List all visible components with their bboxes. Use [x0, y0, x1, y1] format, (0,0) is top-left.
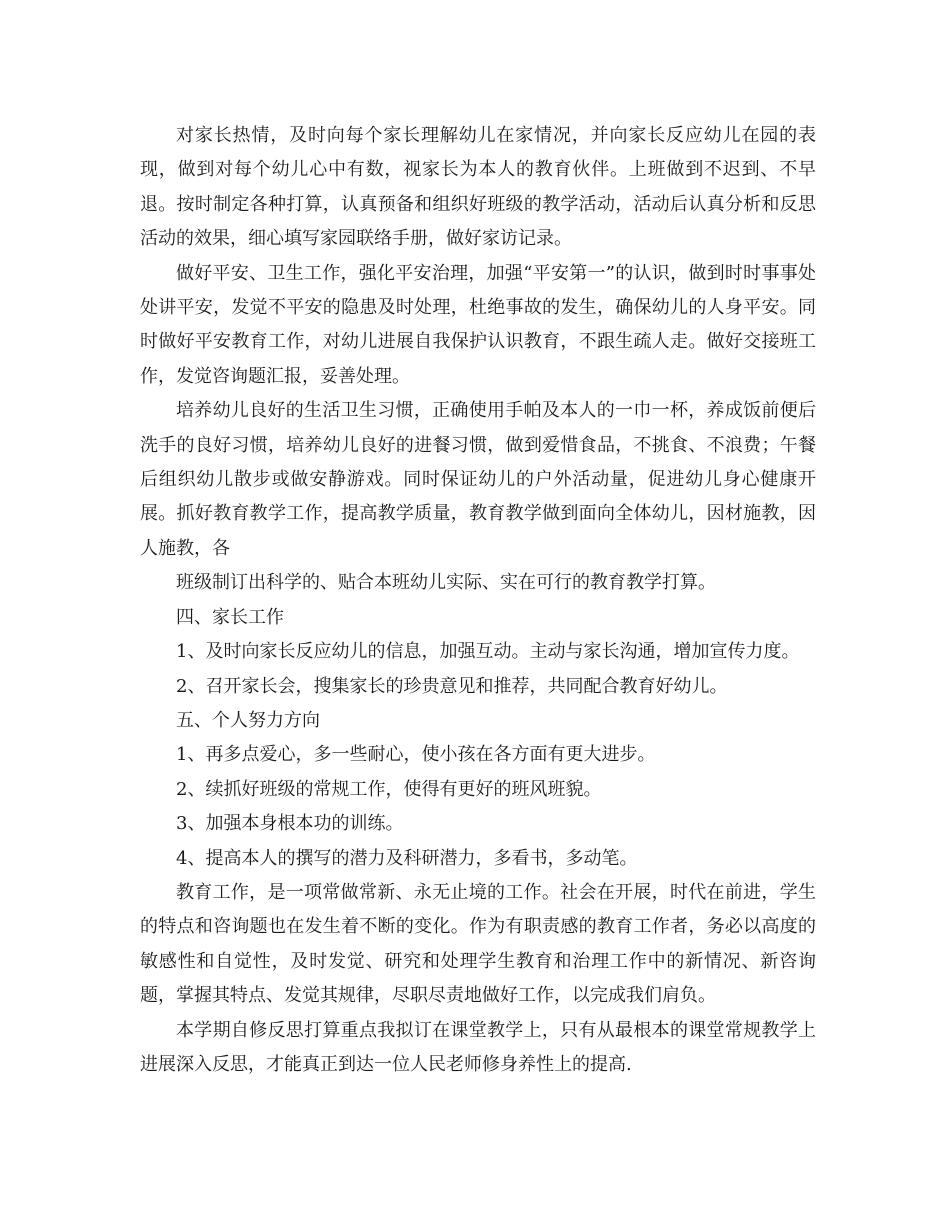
document-body: [140, 119, 816, 1082]
paragraph-reflection-plan: 本学期自修反思打算重点我拟订在课堂教学上，只有从最根本的课堂常规教学上进展深入反思，才能真正到达一位人民老师修身养性上的提高.: [140, 1019, 816, 1075]
paragraph-parent-communication: 对家长热情，及时向每个家长理解幼儿在家情况，并向家长反应幼儿在园的表现，做到对每个幼儿心中有数，视家长为本人的教育伙伴。上班做到不迟到、不早退。按时制定各种打算，认真预备和组织好班级的教学活动，活动后认真分析和反思活动的效果，细心填写家园联络手册，做好家访记录。: [140, 125, 816, 250]
list-item-personal-1: 1、再多点爱心，多一些耐心，使小孩在各方面有更大进步。: [176, 744, 656, 766]
list-item-personal-2: 2、续抓好班级的常规工作，使得有更好的班风班貌。: [176, 778, 602, 800]
paragraph-education-work: 教育工作，是一项常做常新、永无止境的工作。社会在开展，时代在前进，学生的特点和咨询题也在发生着不断的变化。作为有职责感的教育工作者，务必以高度的敏感性和自觉性，及时发觉、研究和处理学生教育和治理工作中的新情况、新咨询题，掌握其特点、发觉其规律，尽职尽责地做好工作，以完成我们肩负。: [140, 881, 816, 1007]
paragraph-safety-work: 做好平安、卫生工作，强化平安治理，加强“平安第一”的认识，做到时时事事处处讲平安，发觉不平安的隐患及时处理，杜绝事故的发生，确保幼儿的人身平安。同时做好平安教育工作，对幼儿进展自我保护认识教育，不跟生疏人走。做好交接班工作，发觉咨询题汇报，妥善处理。: [140, 262, 816, 387]
paragraph-hygiene-habits: 培养幼儿良好的生活卫生习惯，正确使用手帕及本人的一巾一杯，养成饭前便后洗手的良好习惯，培养幼儿良好的进餐习惯，做到爱惜食品，不挑食、不浪费；午餐后组织幼儿散步或做安静游戏。同时保证幼儿的户外活动量，促进幼儿身心健康开展。抓好教育教学工作，提高教学质量，教育教学做到面向全体幼儿，因材施教，因人施教，各: [140, 400, 816, 559]
list-item-parent-1: 1、及时向家长反应幼儿的信息，加强互动。主动与家长沟通，增加宣传力度。: [176, 641, 800, 663]
list-item-personal-4: 4、提高本人的撰写的潜力及科研潜力，多看书，多动笔。: [176, 847, 638, 869]
section-heading-parent-work: 四、家长工作: [176, 606, 284, 628]
paragraph-class-plan: 班级制订出科学的、贴合本班幼儿实际、实在可行的教育教学打算。: [176, 572, 716, 594]
list-item-parent-2: 2、召开家长会，搜集家长的珍贵意见和推荐，共同配合教育好幼儿。: [176, 675, 728, 697]
list-item-personal-3: 3、加强本身根本功的训练。: [176, 813, 404, 835]
section-heading-personal-direction: 五、个人努力方向: [176, 709, 320, 731]
